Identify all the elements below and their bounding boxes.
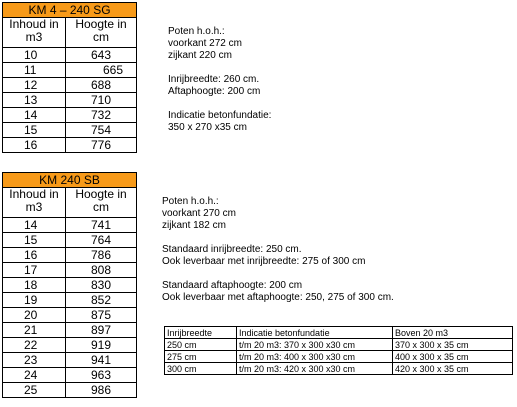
cell-inhoud: 18 <box>3 278 66 293</box>
cell-hoogte: 786 <box>66 248 137 263</box>
table-row <box>3 63 137 78</box>
note-line: zijkant 182 cm <box>162 220 226 231</box>
cell-inhoud: 23 <box>3 353 66 368</box>
cell-hoogte: 852 <box>66 293 137 308</box>
table-row <box>3 123 137 138</box>
cell-inhoud: 15 <box>3 233 66 248</box>
cell-inhoud: 19 <box>3 293 66 308</box>
table-row <box>165 351 513 363</box>
table-row <box>3 78 137 93</box>
note-spacer <box>162 268 394 280</box>
cell-hoogte: 941 <box>66 353 137 368</box>
note-line: Ook leverbaar met inrijbreedte: 275 of 300 cm <box>162 256 366 267</box>
note-spacer <box>162 232 394 244</box>
cell-inhoud: 15 <box>3 123 66 138</box>
table-row <box>3 263 137 278</box>
cell-hoogte: 710 <box>66 93 137 108</box>
options-table <box>164 326 513 375</box>
table-row <box>3 93 137 108</box>
column-header-inhoud: Inhoud in m3 <box>3 18 66 48</box>
cell-inrijbreedte: 250 cm <box>165 339 237 351</box>
note-spacer <box>168 62 271 74</box>
cell-inhoud: 17 <box>3 263 66 278</box>
cell-boven-20m3: 420 x 300 x 35 cm <box>393 363 513 375</box>
table-title: KM 4 – 240 SG <box>3 3 137 18</box>
cell-hoogte: 776 <box>66 138 137 153</box>
note-line: Standaard aftaphoogte: 200 cm <box>162 280 303 291</box>
note-spacer <box>168 98 271 110</box>
table-row <box>3 233 137 248</box>
note-line: Ook leverbaar met aftaphoogte: 250, 275 of 300 cm. <box>162 292 394 303</box>
cell-hoogte: 741 <box>66 218 137 233</box>
table-row <box>3 338 137 353</box>
spec-table-km240sb <box>2 172 137 398</box>
table-row <box>3 383 137 398</box>
cell-hoogte: 875 <box>66 308 137 323</box>
table-row <box>3 248 137 263</box>
column-header-inrijbreedte: Inrijbreedte <box>165 327 237 339</box>
cell-boven-20m3: 400 x 300 x 35 cm <box>393 351 513 363</box>
note-line: Aftaphoogte: 200 cm <box>168 86 261 97</box>
note-line: Inrijbreedte: 260 cm. <box>168 74 260 85</box>
cell-inhoud: 14 <box>3 108 66 123</box>
table-row <box>3 368 137 383</box>
table-row <box>3 353 137 368</box>
cell-inhoud: 13 <box>3 93 66 108</box>
cell-inhoud: 14 <box>3 218 66 233</box>
cell-hoogte: 688 <box>66 78 137 93</box>
note-line: Indicatie betonfundatie: <box>168 110 272 121</box>
cell-hoogte: 665 <box>66 63 137 78</box>
table-row <box>3 293 137 308</box>
cell-inhoud: 12 <box>3 78 66 93</box>
note-line: 350 x 270 x35 cm <box>168 122 247 133</box>
spec-table-km4-240sg <box>2 2 137 153</box>
table-row <box>3 308 137 323</box>
cell-inhoud: 22 <box>3 338 66 353</box>
cell-hoogte: 643 <box>66 48 137 63</box>
cell-inhoud: 11 <box>3 63 66 78</box>
note-line: Standaard inrijbreedte: 250 cm. <box>162 244 302 255</box>
specification-note-km240sb <box>162 196 394 304</box>
table-row <box>3 138 137 153</box>
note-line: zijkant 220 cm <box>168 50 232 61</box>
column-header-betonfundatie: Indicatie betonfundatie <box>237 327 393 339</box>
cell-inrijbreedte: 275 cm <box>165 351 237 363</box>
cell-hoogte: 897 <box>66 323 137 338</box>
cell-hoogte: 754 <box>66 123 137 138</box>
cell-inhoud: 16 <box>3 138 66 153</box>
note-line: Poten h.o.h.: <box>162 196 219 207</box>
note-line: voorkant 270 cm <box>162 208 236 219</box>
cell-betonfundatie: t/m 20 m3: 370 x 300 x30 cm <box>237 339 393 351</box>
cell-inhoud: 20 <box>3 308 66 323</box>
column-header-hoogte: Hoogte in cm <box>66 188 137 218</box>
cell-hoogte: 732 <box>66 108 137 123</box>
table-title: KM 240 SB <box>3 173 137 188</box>
table-row <box>3 278 137 293</box>
cell-hoogte: 808 <box>66 263 137 278</box>
cell-boven-20m3: 370 x 300 x 35 cm <box>393 339 513 351</box>
cell-betonfundatie: t/m 20 m3: 420 x 300 x30 cm <box>237 363 393 375</box>
table-row <box>165 363 513 375</box>
note-line: Poten h.o.h.: <box>168 26 225 37</box>
cell-hoogte: 986 <box>66 383 137 398</box>
cell-hoogte: 963 <box>66 368 137 383</box>
cell-inhoud: 24 <box>3 368 66 383</box>
cell-hoogte: 764 <box>66 233 137 248</box>
cell-hoogte: 919 <box>66 338 137 353</box>
table-row <box>3 48 137 63</box>
column-header-inhoud: Inhoud in m3 <box>3 188 66 218</box>
note-line: voorkant 272 cm <box>168 38 242 49</box>
cell-inhoud: 16 <box>3 248 66 263</box>
cell-inhoud: 21 <box>3 323 66 338</box>
column-header-boven-20m3: Boven 20 m3 <box>393 327 513 339</box>
column-header-hoogte: Hoogte in cm <box>66 18 137 48</box>
cell-inrijbreedte: 300 cm <box>165 363 237 375</box>
table-row <box>3 218 137 233</box>
table-row <box>165 339 513 351</box>
cell-betonfundatie: t/m 20 m3: 400 x 300 x30 cm <box>237 351 393 363</box>
specification-note-km4-240sg <box>168 26 271 134</box>
cell-inhoud: 10 <box>3 48 66 63</box>
cell-inhoud: 25 <box>3 383 66 398</box>
cell-hoogte: 830 <box>66 278 137 293</box>
table-row <box>3 323 137 338</box>
table-row <box>3 108 137 123</box>
